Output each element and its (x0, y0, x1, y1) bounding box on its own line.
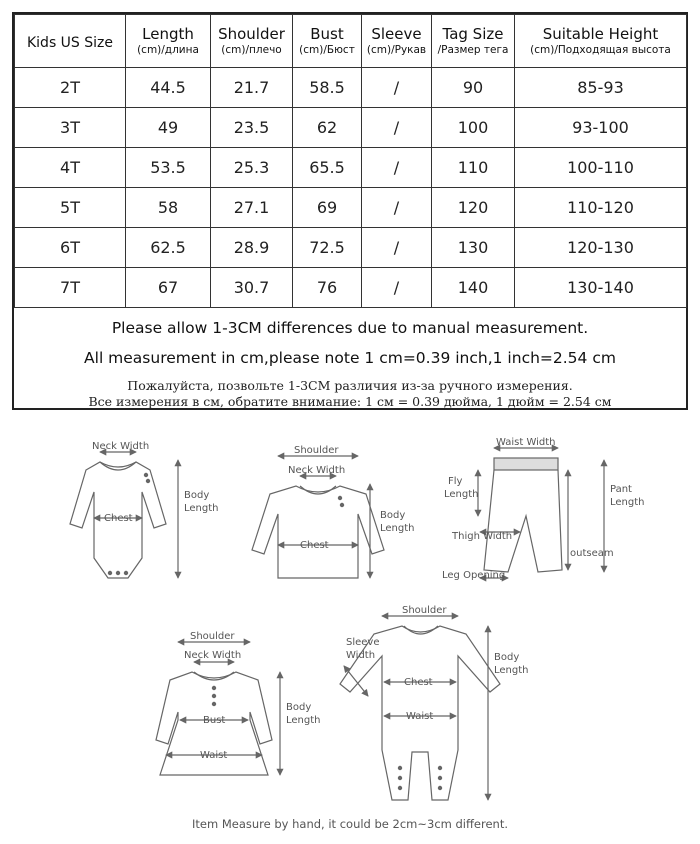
romper-sleeve-width-label: Width (346, 650, 376, 661)
cell-tag-size: 140 (432, 268, 515, 308)
measurement-diagrams (0, 420, 700, 815)
cell-suitable-height: 120-130 (515, 228, 687, 268)
pants-thigh-label: Thigh Width (452, 531, 513, 542)
pants-waistband (494, 458, 558, 470)
shirt-outline (252, 486, 384, 578)
cell-suitable-height: 85-93 (515, 68, 687, 108)
bodysuit-collar (100, 462, 136, 470)
table-row (15, 68, 687, 108)
cell-length: 49 (126, 108, 211, 148)
header-suitable-height: Suitable Height (cm)/Подходящая высота (515, 15, 687, 68)
header-sleeve: Sleeve (cm)/Рукав (362, 15, 432, 68)
shirt-collar (300, 486, 336, 494)
pants-fly-length-label: Length (444, 489, 479, 500)
pants-waist-label: Waist Width (496, 437, 556, 448)
table-row (15, 108, 687, 148)
cell-shoulder: 30.7 (211, 268, 293, 308)
bodysuit-chest-label: Chest (104, 513, 133, 524)
pants-outline (484, 470, 562, 572)
cell-bust: 69 (293, 188, 362, 228)
cell-sleeve: / (362, 268, 432, 308)
dress-neck-label: Neck Width (184, 650, 242, 661)
header-tag-size: Tag Size /Размер тега (432, 15, 515, 68)
cell-bust: 76 (293, 268, 362, 308)
cell-suitable-height: 100-110 (515, 148, 687, 188)
cell-suitable-height: 130-140 (515, 268, 687, 308)
shirt-shoulder-label: Shoulder (294, 445, 339, 456)
dress-body-label: Body (286, 702, 312, 713)
shirt-neck-label: Neck Width (288, 465, 346, 476)
cell-length: 67 (126, 268, 211, 308)
romper-length-label: Length (494, 665, 529, 676)
cell-suitable-height: 110-120 (515, 188, 687, 228)
cell-tag-size: 110 (432, 148, 515, 188)
pants-outseam-label: outseam (570, 548, 614, 559)
cell-bust: 72.5 (293, 228, 362, 268)
bodysuit-neck-label: Neck Width (92, 441, 150, 452)
cell-size: 6T (15, 228, 126, 268)
dress-waist-label: Waist (200, 750, 228, 761)
cell-size: 7T (15, 268, 126, 308)
measurement-notes (14, 308, 686, 410)
cell-size: 5T (15, 188, 126, 228)
note-tolerance-ru: Пожалуйста, позвольте 1-3CM различия из-за ручного измерения. (127, 378, 573, 393)
table-row (15, 228, 687, 268)
header-length: Length (cm)/длина (126, 15, 211, 68)
dress-shoulder-label: Shoulder (190, 631, 235, 642)
note-units: All measurement in cm,please note 1 cm=0.39 inch,1 inch=2.54 cm (84, 349, 616, 367)
cell-suitable-height: 93-100 (515, 108, 687, 148)
shirt-body-label: Body (380, 510, 406, 521)
bodysuit-length-label: Length (184, 503, 219, 514)
footer-note: Item Measure by hand, it could be 2cm~3cm different. (191, 817, 509, 831)
pants-pant-label: Pant (610, 484, 632, 495)
cell-shoulder: 23.5 (211, 108, 293, 148)
cell-sleeve: / (362, 188, 432, 228)
note-tolerance: Please allow 1-3CM differences due to manual measurement. (111, 319, 589, 337)
header-bust: Bust (cm)/Бюст (293, 15, 362, 68)
romper-waist-label: Waist (406, 711, 434, 722)
cell-bust: 62 (293, 108, 362, 148)
romper-sleeve-label: Sleeve (346, 637, 380, 648)
cell-sleeve: / (362, 148, 432, 188)
cell-shoulder: 27.1 (211, 188, 293, 228)
table-row (15, 148, 687, 188)
cell-size: 2T (15, 68, 126, 108)
cell-length: 44.5 (126, 68, 211, 108)
cell-tag-size: 90 (432, 68, 515, 108)
size-chart (12, 12, 688, 410)
cell-shoulder: 28.9 (211, 228, 293, 268)
pants-leg-label: Leg Opening (442, 570, 506, 581)
cell-tag-size: 130 (432, 228, 515, 268)
cell-length: 58 (126, 188, 211, 228)
table-row (15, 188, 687, 228)
table-row (15, 268, 687, 308)
dress-length-label: Length (286, 715, 321, 726)
romper-chest-label: Chest (404, 677, 433, 688)
shirt-length-label: Length (380, 523, 415, 534)
romper-shoulder-label: Shoulder (402, 605, 447, 616)
dress-collar (194, 672, 234, 680)
cell-sleeve: / (362, 228, 432, 268)
shirt-chest-label: Chest (300, 540, 329, 551)
size-table (14, 14, 687, 308)
cell-size: 4T (15, 148, 126, 188)
note-units-ru: Все измерения в см, обратите внимание: 1 см = 0.39 дюйма, 1 дюйм = 2.54 см (88, 394, 612, 409)
cell-sleeve: / (362, 108, 432, 148)
pants-fly-label: Fly (448, 476, 463, 487)
cell-bust: 65.5 (293, 148, 362, 188)
header-kids-us-size: Kids US Size (15, 15, 126, 68)
dress-bust-label: Bust (203, 715, 226, 726)
cell-bust: 58.5 (293, 68, 362, 108)
romper-body-label: Body (494, 652, 520, 663)
cell-length: 62.5 (126, 228, 211, 268)
romper-collar (404, 626, 438, 634)
bodysuit-body-label: Body (184, 490, 210, 501)
header-shoulder: Shoulder (cm)/плечо (211, 15, 293, 68)
table-header-row (15, 15, 687, 68)
cell-shoulder: 25.3 (211, 148, 293, 188)
cell-length: 53.5 (126, 148, 211, 188)
cell-shoulder: 21.7 (211, 68, 293, 108)
cell-tag-size: 100 (432, 108, 515, 148)
pants-length-label: Length (610, 497, 645, 508)
cell-tag-size: 120 (432, 188, 515, 228)
cell-sleeve: / (362, 68, 432, 108)
cell-size: 3T (15, 108, 126, 148)
